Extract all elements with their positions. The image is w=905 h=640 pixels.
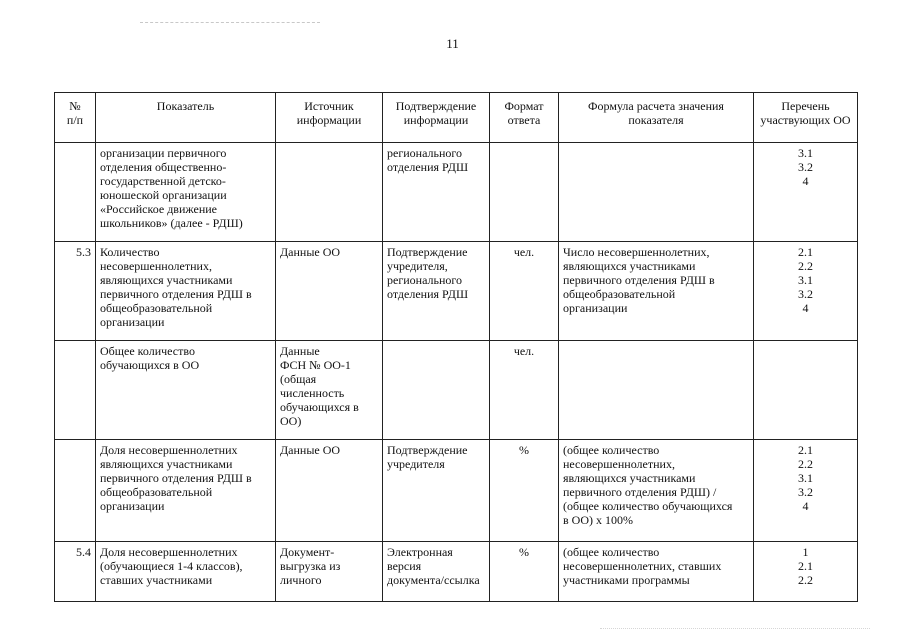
cell-formula [559, 542, 754, 602]
cell-num-text: 5.3 [76, 245, 91, 259]
cell-source-text: Документ- выгрузка из личного [280, 545, 341, 587]
cell-format [490, 242, 559, 341]
cell-indicator-text: организации первичного отделения общественно- государственной детско- юношеской организации «Российское движение школьников» (далее - РДШ) [100, 146, 243, 230]
cell-indicator-text: Доля несовершеннолетних (обучающиеся 1-4 классов), ставших участниками [100, 545, 243, 587]
cell-confirmation-text: регионального отделения РДШ [387, 146, 469, 174]
cell-source-text: Данные ОО [280, 245, 341, 259]
cell-format [490, 440, 559, 542]
header-indicator [96, 93, 276, 143]
header-formula [559, 93, 754, 143]
cell-formula [559, 143, 754, 242]
cell-formula [559, 440, 754, 542]
cell-num [55, 341, 96, 440]
cell-list-text: 3.1 3.2 4 [798, 146, 813, 188]
table-row [55, 542, 858, 602]
header-format-label: Формат ответа [504, 99, 544, 127]
cell-format [490, 341, 559, 440]
indicators-table [54, 92, 858, 602]
cell-num [55, 440, 96, 542]
cell-format-text: % [519, 443, 529, 457]
cell-confirmation-text: Электронная версия документа/ссылка [387, 545, 480, 587]
header-num [55, 93, 96, 143]
cell-formula-text: (общее количество несовершеннолетних, ставших участниками программы [563, 545, 722, 587]
cell-confirmation [383, 242, 490, 341]
cell-confirmation [383, 440, 490, 542]
cell-indicator-text: Общее количество обучающихся в ОО [100, 344, 200, 372]
cell-format [490, 542, 559, 602]
page-number: 11 [446, 36, 459, 51]
table-row [55, 242, 858, 341]
cell-formula-text: Число несовершеннолетних, являющихся участниками первичного отделения РДШ в общеобразовательной организации [563, 245, 715, 315]
cell-indicator [96, 143, 276, 242]
cell-num [55, 542, 96, 602]
table-row [55, 341, 858, 440]
header-indicator-label: Показатель [156, 99, 215, 113]
header-formula-label: Формула расчета значения показателя [588, 99, 724, 127]
table-header-row [55, 93, 858, 143]
table-row [55, 143, 858, 242]
cell-source [276, 341, 383, 440]
cell-list [754, 341, 858, 440]
cell-list-text: 1 2.1 2.2 [798, 545, 813, 587]
scan-artifact-top [140, 22, 320, 23]
cell-num [55, 143, 96, 242]
header-source [276, 93, 383, 143]
header-source-label: Источник информации [296, 99, 362, 127]
header-format [490, 93, 559, 143]
cell-format-text: чел. [513, 344, 535, 358]
cell-confirmation [383, 542, 490, 602]
cell-list [754, 440, 858, 542]
table-row [55, 440, 858, 542]
header-list [754, 93, 858, 143]
cell-format-text: % [519, 545, 529, 559]
cell-formula [559, 242, 754, 341]
cell-source [276, 143, 383, 242]
cell-num-text: 5.4 [76, 545, 91, 559]
cell-list-text: 2.1 2.2 3.1 3.2 4 [798, 245, 813, 315]
cell-indicator [96, 440, 276, 542]
cell-num [55, 242, 96, 341]
cell-format [490, 143, 559, 242]
cell-indicator [96, 242, 276, 341]
cell-indicator [96, 341, 276, 440]
header-num-label: № п/п [66, 99, 84, 127]
cell-formula [559, 341, 754, 440]
cell-confirmation-text: Подтверждение учредителя [387, 443, 468, 471]
cell-list [754, 143, 858, 242]
cell-source [276, 440, 383, 542]
cell-list [754, 542, 858, 602]
cell-indicator-text: Доля несовершеннолетних являющихся участниками первичного отделения РДШ в общеобразовательной организации [100, 443, 252, 513]
cell-indicator-text: Количество несовершеннолетних, являющихся участниками первичного отделения РДШ в общеобразовательной организации [100, 245, 252, 329]
cell-confirmation [383, 143, 490, 242]
cell-source [276, 242, 383, 341]
cell-indicator [96, 542, 276, 602]
cell-source-text: Данные ФСН № ОО-1 (общая численность обучающихся в ОО) [280, 344, 359, 428]
cell-list-text: 2.1 2.2 3.1 3.2 4 [798, 443, 813, 513]
cell-list [754, 242, 858, 341]
cell-source-text: Данные ОО [280, 443, 341, 457]
cell-format-text: чел. [513, 245, 535, 259]
cell-formula-text: (общее количество несовершеннолетних, являющихся участниками первичного отделения РДШ) / (общее количество обучающихся в ОО) х 100% [563, 443, 733, 527]
cell-confirmation [383, 341, 490, 440]
header-confirmation-label: Подтверждение информации [395, 99, 477, 127]
scan-artifact-bottom [600, 628, 870, 629]
cell-confirmation-text: Подтверждение учредителя, регионального отделения РДШ [387, 245, 469, 301]
cell-source [276, 542, 383, 602]
header-list-label: Перечень участвующих ОО [760, 99, 851, 127]
header-confirmation [383, 93, 490, 143]
